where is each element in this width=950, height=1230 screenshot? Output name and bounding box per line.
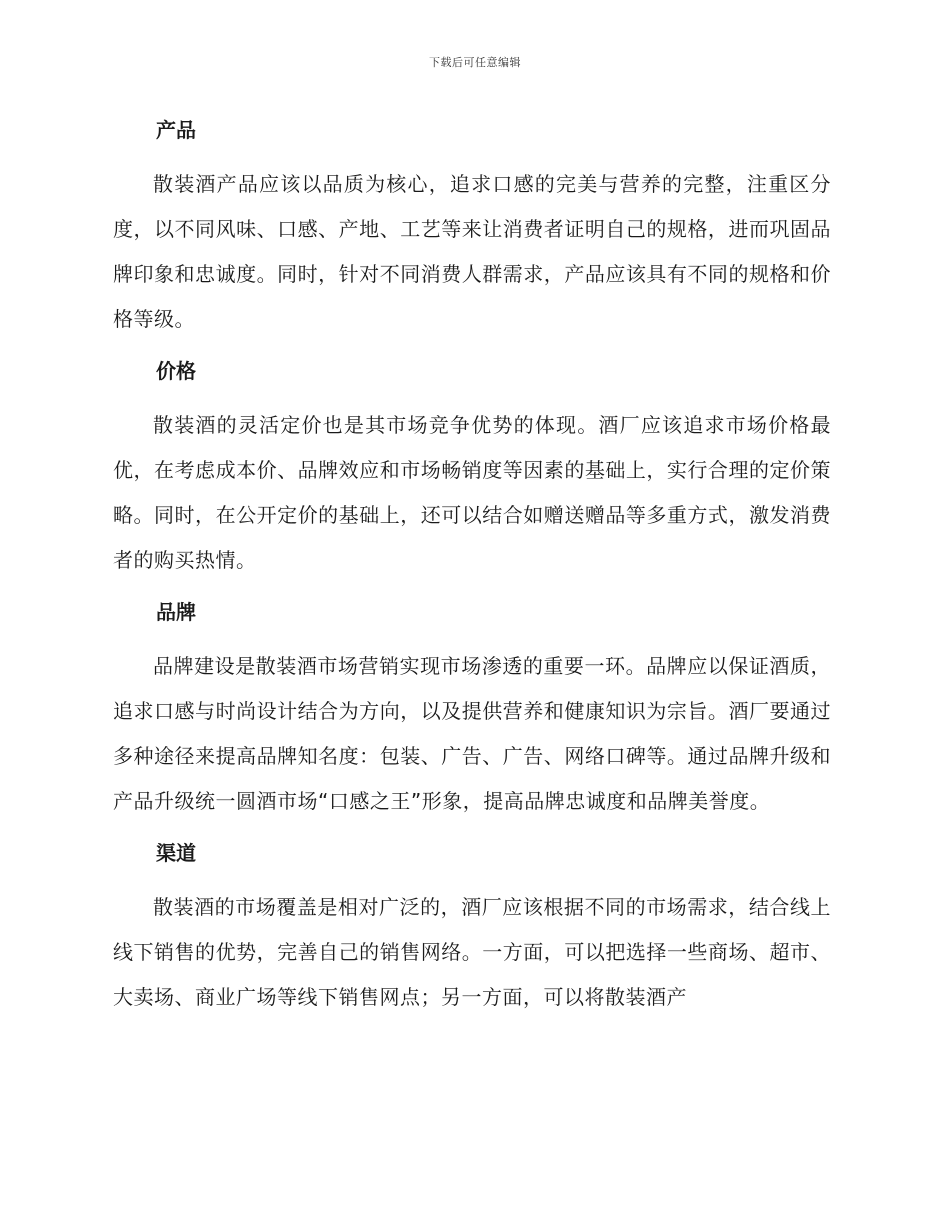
section-paragraph: 散装酒的灵活定价也是其市场竞争优势的体现。酒厂应该追求市场价格最优，在考虑成本价、品牌效应和市场畅销度等因素的基础上，实行合理的定价策略。同时，在公开定价的基础上，还可以结合如赠送赠品等多重方式，激发消费者的购买热情。: [113, 413, 831, 572]
section-channel: [113, 835, 831, 1020]
section-paragraph: 散装酒产品应该以品质为核心，追求口感的完美与营养的完整，注重区分度，以不同风味、口感、产地、工艺等来让消费者证明自己的规格，进而巩固品牌印象和忠诚度。同时，针对不同消费人群需求，产品应该具有不同的规格和价格等级。: [113, 172, 831, 331]
section-paragraph: 品牌建设是散装酒市场营销实现市场渗透的重要一环。品牌应以保证酒质，追求口感与时尚设计结合为方向，以及提供营养和健康知识为宗旨。酒厂要通过多种途径来提高品牌知名度：包装、广告、广告、网络口碑等。通过品牌升级和产品升级统一圆酒市场“口感之王”形象，提高品牌忠诚度和品牌美誉度。: [113, 654, 831, 813]
document-body: [113, 112, 831, 1020]
section-heading: 产品: [156, 118, 196, 142]
section-heading: 渠道: [156, 841, 196, 865]
section-heading: 品牌: [156, 600, 196, 624]
section-heading: 价格: [156, 359, 196, 383]
page-header-note: 下载后可任意编辑: [429, 56, 521, 69]
section-brand: [113, 594, 831, 835]
section-price: [113, 353, 831, 594]
section-product: [113, 112, 831, 353]
section-paragraph: 散装酒的市场覆盖是相对广泛的，酒厂应该根据不同的市场需求，结合线上线下销售的优势，完善自己的销售网络。一方面，可以把选择一些商场、超市、大卖场、商业广场等线下销售网点；另一方面，可以将散装酒产: [113, 895, 831, 1009]
